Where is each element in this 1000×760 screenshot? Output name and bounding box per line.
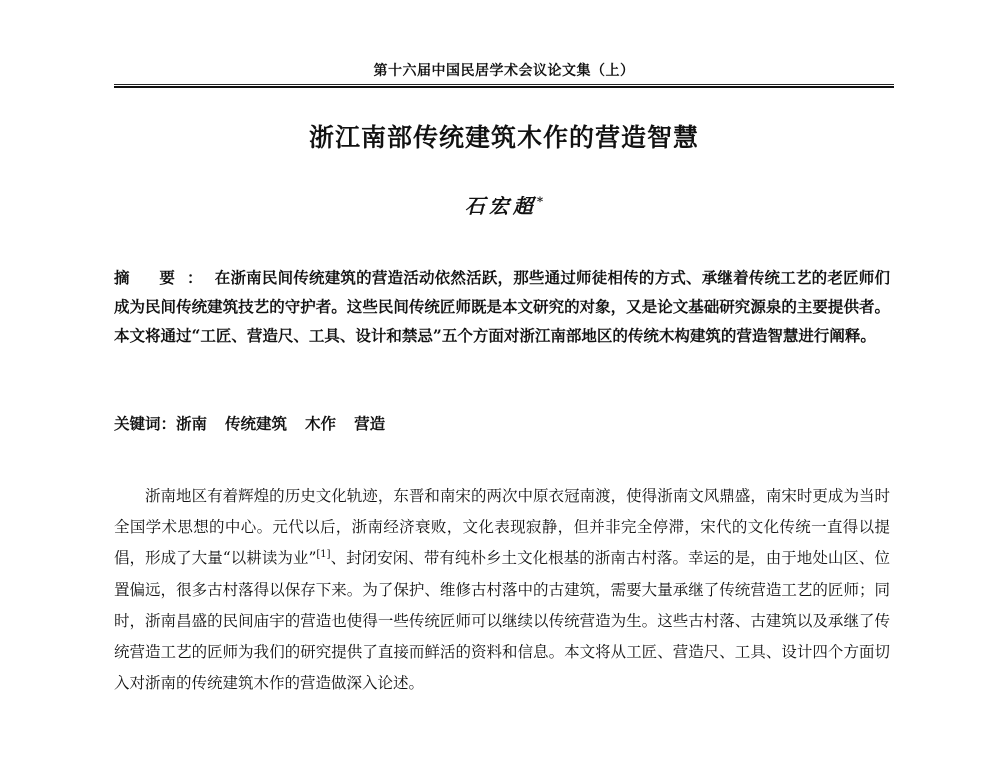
abstract-label: 摘 要： [114, 268, 215, 287]
author-name: 石宏超 [464, 194, 537, 218]
body-text-part2: 、封闭安闲、带有纯朴乡土文化根基的浙南古村落。幸运的是，由于地处山区、位置偏远，很多古村落得以保存下来。为了保护、维修古村落中的古建筑，需要大量承继了传统营造工艺的匠师；同时，浙南昌盛的民间庙宇的营造也使得一些传统匠师可以继续以传统营造为生。这些古村落、古建筑以及承继了传统营造工艺的匠师为我们的研究提供了直接而鲜活的资料和信息。本文将从工匠、营造尺、工具、设计四个方面切入对浙南的传统建筑木作的营造做深入论述。 [114, 549, 890, 693]
abstract-text: 在浙南民间传统建筑的营造活动依然活跃，那些通过师徒相传的方式、承继着传统工艺的老匠师们成为民间传统建筑技艺的守护者。这些民间传统匠师既是本文研究的对象，又是论文基础研究源泉的主要提供者。本文将通过“工匠、营造尺、工具、设计和禁忌”五个方面对浙江南部地区的传统木构建筑的营造智慧进行阐释。 [114, 268, 890, 345]
keyword-item: 传统建筑 [225, 414, 288, 433]
keyword-item: 木作 [305, 414, 337, 433]
body-text [114, 481, 890, 699]
keywords [114, 409, 890, 438]
citation-mark: [1] [316, 549, 331, 561]
keyword-item: 浙南 [176, 414, 208, 433]
header-rule-thick [114, 86, 894, 88]
body-text-part1: 浙南地区有着辉煌的历史文化轨迹，东晋和南宋的两次中原衣冠南渡，使得浙南文风鼎盛，南宋时更成为当时全国学术思想的中心。元代以后，浙南经济衰败，文化表现寂静，但并非完全停滞，宋代的文化传统一直得以提倡，形成了大量“以耕读为业” [114, 487, 890, 568]
running-head: 第十六届中国民居学术会议论文集（上） [373, 63, 635, 79]
keyword-item: 营造 [354, 414, 386, 433]
body-paragraph [114, 481, 890, 699]
header-rule-thin [114, 84, 894, 85]
abstract [114, 263, 890, 350]
author-line [114, 190, 894, 219]
keywords-label: 关键词： [114, 414, 177, 433]
author-footnote-mark: * [536, 194, 544, 209]
paper-title: 浙江南部传统建筑木作的营造智慧 [308, 123, 699, 152]
